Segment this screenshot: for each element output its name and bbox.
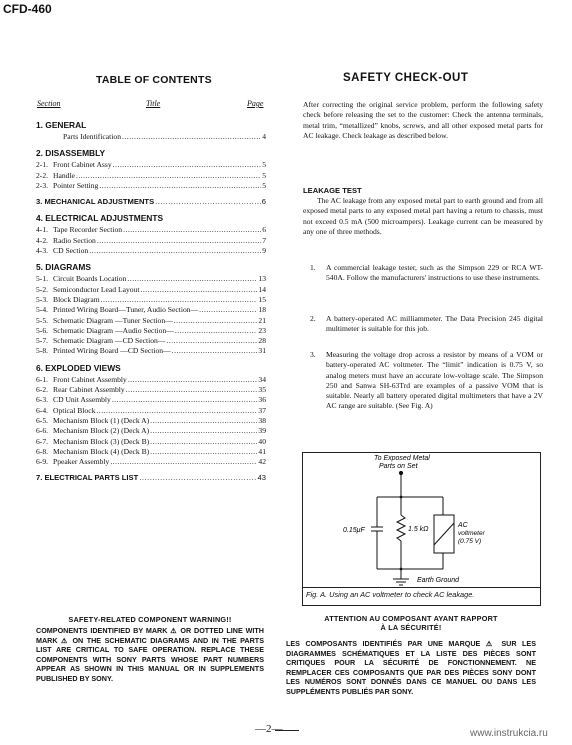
figure-a-box — [302, 452, 541, 606]
ground-label: Earth Ground — [417, 577, 460, 584]
toc-entry-number: 6-6. — [36, 426, 49, 436]
toc-entry-label: CD Unit Assembly — [53, 395, 111, 405]
toc-section-title: 2. DISASSEMBLY — [36, 148, 106, 159]
method-text: A battery-operated AC milliammeter. The Data Precision 245 digital multimeter is suitable for this job. — [326, 314, 543, 334]
toc-leader-dots — [140, 285, 257, 295]
leakage-test-circuit-diagram — [303, 453, 540, 605]
toc-leader-dots — [139, 473, 256, 483]
toc-entry-number: 4-2. — [36, 235, 49, 245]
toc-entry-label: Mechanism Block (3) (Deck B) — [53, 436, 150, 446]
toc-leader-dots — [122, 132, 261, 142]
toc-leader-dots — [199, 305, 257, 315]
toc-entry-label: Parts Identification — [63, 132, 121, 141]
toc-list — [36, 120, 266, 490]
toc-page-number: 4 — [262, 132, 266, 141]
leakage-text: The AC leakage from any exposed metal part to earth ground and from all exposed metal parts to any exposed metal part having a return to chassis, must not exceed 0.5 mA (500 microampers). Leakage current can be measured by any one of three methods. — [303, 196, 543, 236]
toc-entry — [36, 457, 266, 467]
warning-en-body: COMPONENTS IDENTIFIED BY MARK ⚠ OR DOTTED LINE WITH MARK ⚠ ON THE SCHEMATIC DIAGRAMS AND IN THE PARTS LIST ARE CRITICAL TO SAFE OPERATION. REPLACE THESE COMPONENTS WITH SONY PARTS WHOSE PART NUMBERS APPEAR AS SHOWN IN THIS MANUAL OR IN SUPPLEMENTS PUBLISHED BY SONY. — [36, 626, 264, 683]
toc-entry-label: Rear Cabinet Assembly — [53, 385, 125, 395]
toc-leader-dots — [113, 160, 262, 170]
toc-section-title: 6. EXPLODED VIEWS — [36, 362, 121, 373]
toc-section — [36, 213, 266, 256]
toc-page-number: 5 — [262, 170, 266, 180]
toc-section — [36, 148, 266, 191]
toc-entry-label: CD Section — [53, 246, 89, 256]
toc-section-title: 5. DIAGRAMS — [36, 262, 91, 273]
toc-page-number: 5 — [262, 180, 266, 190]
toc-entry — [36, 295, 266, 305]
toc-title: TABLE OF CONTENTS — [96, 74, 212, 86]
watermark-url: www.instrukcia.ru — [470, 728, 548, 739]
warning-fr-body: LES COMPOSANTS IDENTIFIÉS PAR UNE MARQUE ⚠ SUR LES DIAGRAMMES SCHÉMATIQUES ET LA LISTE DES PIÈCES SONT CRITIQUES POUR LA SÉCURITÉ DE FONCTIONNEMENT. NE REMPLACER CES COMPOSANTS QUE PAR DES PIÈCES SONY DONT LES NUMÉROS SONT DONNÉS DANS CE MANUEL OU DANS LES SUPPLÉMENTS PUBLIÉS PAR SONY. — [286, 639, 536, 696]
toc-page-number: 42 — [258, 457, 266, 467]
toc-leader-dots — [174, 316, 258, 326]
toc-entry-number: 2-2. — [36, 170, 49, 180]
warning-fr-heading-line2: À LA SÉCURITÉ! — [380, 623, 442, 632]
toc-page-number: 13 — [258, 274, 266, 284]
toc-leader-dots — [166, 336, 257, 346]
toc-page-number: 36 — [258, 395, 266, 405]
warning-en-heading: SAFETY-RELATED COMPONENT WARNING!! — [68, 615, 232, 624]
toc-entry — [36, 171, 266, 181]
meter-label: AC — [458, 522, 468, 529]
toc-entry — [36, 160, 266, 170]
toc-entry-label: Ppeaker Assembly — [53, 457, 110, 467]
toc-section — [36, 262, 266, 356]
toc-page-number: 15 — [258, 294, 266, 304]
toc-page-number: 7 — [262, 235, 266, 245]
toc-page-number: 39 — [258, 426, 266, 436]
capacitor-label: 0.15μF — [343, 527, 365, 534]
toc-page-number: 41 — [258, 446, 266, 456]
toc-entry-number: 5-2. — [36, 284, 49, 294]
toc-leader-dots — [150, 416, 257, 426]
toc-entry-label: Mechanism Block (1) (Deck A) — [53, 415, 150, 425]
meter-label-2: voltmeter — [458, 530, 485, 537]
toc-section — [36, 197, 266, 207]
warning-fr-heading — [286, 614, 536, 632]
toc-page-number: 6 — [262, 225, 266, 235]
toc-leader-dots — [89, 246, 261, 256]
method-1 — [303, 263, 543, 284]
toc-page-number: 31 — [258, 346, 266, 356]
toc-entry — [36, 225, 266, 235]
toc-page-number: 23 — [258, 325, 266, 335]
toc-entry — [36, 246, 266, 256]
toc-entry — [36, 375, 266, 385]
model-number: CFD-460 — [3, 2, 52, 16]
toc-page-number: 34 — [258, 374, 266, 384]
toc-entry — [36, 437, 266, 447]
toc-entry-label: Optical Block — [53, 405, 96, 415]
toc-entry — [36, 316, 266, 326]
toc-entry-number: 6-3. — [36, 395, 49, 405]
toc-leader-dots — [150, 447, 257, 457]
toc-entry-label: Schematic Diagram —CD Section— — [53, 336, 166, 346]
safety-title: SAFETY CHECK-OUT — [343, 72, 469, 84]
toc-section-title: 4. ELECTRICAL ADJUSTMENTS — [36, 213, 164, 224]
toc-page-number: 28 — [258, 336, 266, 346]
toc-page-number: 6 — [261, 197, 266, 207]
toc-entry — [36, 426, 266, 436]
toc-entry-label: Pointer Setting — [53, 180, 99, 190]
toc-entry — [36, 406, 266, 416]
toc-leader-dots — [128, 375, 258, 385]
toc-entry-number: 6-1. — [36, 374, 49, 384]
toc-entry — [36, 181, 266, 191]
toc-entry — [36, 385, 266, 395]
toc-entry — [36, 326, 266, 336]
fig-label-top2: Parts on Set — [379, 463, 418, 470]
toc-entry-label: Semiconductor Lead Layout — [53, 284, 140, 294]
toc-leader-dots — [155, 197, 261, 207]
toc-entry — [36, 236, 266, 246]
toc-entry-label: Radio Section — [53, 235, 96, 245]
toc-col-section: Section — [37, 99, 61, 108]
method-number: 1. — [310, 263, 316, 272]
toc-entry-number: 6-4. — [36, 405, 49, 415]
method-number: 3. — [310, 350, 316, 359]
toc-entry-label: Handle — [53, 170, 75, 180]
toc-leader-dots — [150, 426, 257, 436]
toc-section — [36, 363, 266, 468]
toc-page-number: 9 — [262, 246, 266, 256]
toc-entry — [36, 285, 266, 295]
toc-leader-dots — [99, 181, 261, 191]
figure-caption: Fig. A. Using an AC voltmeter to check AC leakage. — [306, 590, 475, 599]
toc-leader-dots — [126, 385, 258, 395]
toc-entry-label: Block Diagram — [53, 294, 100, 304]
toc-section — [36, 120, 266, 142]
toc-entry-label: Mechanism Block (4) (Deck B) — [53, 446, 150, 456]
toc-col-title: Title — [146, 99, 161, 108]
fig-label-top: To Exposed Metal — [374, 455, 430, 462]
toc-section-title — [36, 197, 266, 207]
toc-entry — [36, 305, 266, 315]
method-text: A commercial leakage tester, such as the Simpson 229 or RCA WT-540A. Follow the manufacturers' instructions to use these instruments. — [326, 263, 543, 283]
toc-entry-number: 5-3. — [36, 294, 49, 304]
meter-label-3: (0.75 V) — [458, 538, 482, 545]
toc-entry-number: 2-3. — [36, 180, 49, 190]
page-number: —2— — [255, 723, 283, 735]
toc-entry-number: 6-5. — [36, 415, 49, 425]
toc-entry-number — [36, 132, 63, 142]
toc-page-number: 38 — [258, 415, 266, 425]
toc-page-number: 21 — [258, 315, 266, 325]
warning-fr-heading-line1: ATTENTION AU COMPOSANT AYANT RAPPORT — [324, 614, 498, 623]
toc-leader-dots — [110, 457, 257, 467]
toc-entry-number: 6-8. — [36, 446, 49, 456]
resistor-label: 1.5 kΩ — [408, 526, 429, 533]
toc-entry-label: Tape Recorder Section — [53, 225, 123, 235]
method-2 — [303, 314, 543, 335]
toc-entry-number: 2-1. — [36, 160, 49, 170]
toc-page-number: 37 — [258, 405, 266, 415]
toc-entry-label: Mechanism Block (2) (Deck A) — [53, 426, 150, 436]
toc-entry-number: 4-3. — [36, 246, 49, 256]
toc-page-number: 5 — [262, 160, 266, 170]
toc-entry-number: 5-6. — [36, 325, 49, 335]
toc-entry-label: Printed Wiring Board —CD Section— — [53, 346, 171, 356]
toc-entry-number: 4-1. — [36, 225, 49, 235]
toc-leader-dots — [101, 295, 258, 305]
toc-page-number: 35 — [258, 385, 266, 395]
toc-leader-dots — [123, 225, 261, 235]
toc-entry-label: Front Cabinet Assy — [53, 160, 112, 170]
toc-entry — [36, 395, 266, 405]
toc-entry-number: 6-9. — [36, 457, 49, 467]
method-3 — [303, 350, 543, 412]
toc-col-page: Page — [247, 99, 264, 108]
toc-leader-dots — [172, 346, 258, 356]
toc-page-number: 18 — [258, 305, 266, 315]
toc-leader-dots — [97, 236, 261, 246]
toc-leader-dots — [96, 406, 257, 416]
toc-page-number: 43 — [257, 473, 266, 483]
toc-entry-label: Circuit Boards Location — [53, 274, 127, 284]
toc-entry-label: Schematic Diagram —Tuner Section— — [53, 315, 173, 325]
toc-entry-number: 5-1. — [36, 274, 49, 284]
method-text: Measuring the voltage drop across a resistor by means of a VOM or battery-operated AC voltmeter. The “limit” indication is 0.75 V, so analog meters must have an accurate low-voltage scale. The Simpson 250 and Sanwa SH-63Trd are examples of a passive VOM that is suitable. Nearly all battery operated digital multimeters that have a 2V AC range are suitable. (See Fig. A) — [326, 350, 543, 411]
toc-entry-number: 6-2. — [36, 385, 49, 395]
toc-entry-number: 5-7. — [36, 336, 49, 346]
toc-leader-dots — [112, 395, 258, 405]
toc-entry — [36, 416, 266, 426]
toc-entry-number: 6-7. — [36, 436, 49, 446]
leakage-heading: LEAKAGE TEST — [303, 186, 362, 195]
toc-entry-number: 5-5. — [36, 315, 49, 325]
toc-entry — [36, 447, 266, 457]
toc-leader-dots — [127, 274, 257, 284]
safety-intro: After correcting the original service problem, perform the following safety check before releasing the set to the customer: Check the antenna terminals, metal trim, “metallized” knobs, screws, and all other exposed metal parts for AC leakage. Check leakage as described below. — [303, 100, 543, 140]
toc-section-label: 3. MECHANICAL ADJUSTMENTS — [36, 197, 155, 207]
toc-entry-label: Schematic Diagram —Audio Section— — [53, 325, 174, 335]
toc-section-title — [36, 473, 266, 483]
toc-section — [36, 473, 266, 483]
toc-leader-dots — [150, 437, 257, 447]
toc-page-number: 40 — [258, 436, 266, 446]
toc-entry-label: Front Cabinet Assembly — [53, 374, 127, 384]
toc-entry — [36, 132, 266, 142]
toc-leader-dots — [175, 326, 258, 336]
toc-section-title: 1. GENERAL — [36, 120, 87, 130]
toc-entry-label: Printed Wiring Board—Tuner, Audio Section— — [53, 305, 199, 315]
toc-entry-number: 5-4. — [36, 305, 49, 315]
toc-entry — [36, 346, 266, 356]
method-number: 2. — [310, 314, 316, 323]
toc-entry — [36, 336, 266, 346]
toc-page-number: 14 — [258, 284, 266, 294]
toc-entry-number: 5-8. — [36, 346, 49, 356]
toc-entry — [36, 274, 266, 284]
toc-leader-dots — [76, 171, 261, 181]
toc-section-label: 7. ELECTRICAL PARTS LIST — [36, 473, 139, 483]
